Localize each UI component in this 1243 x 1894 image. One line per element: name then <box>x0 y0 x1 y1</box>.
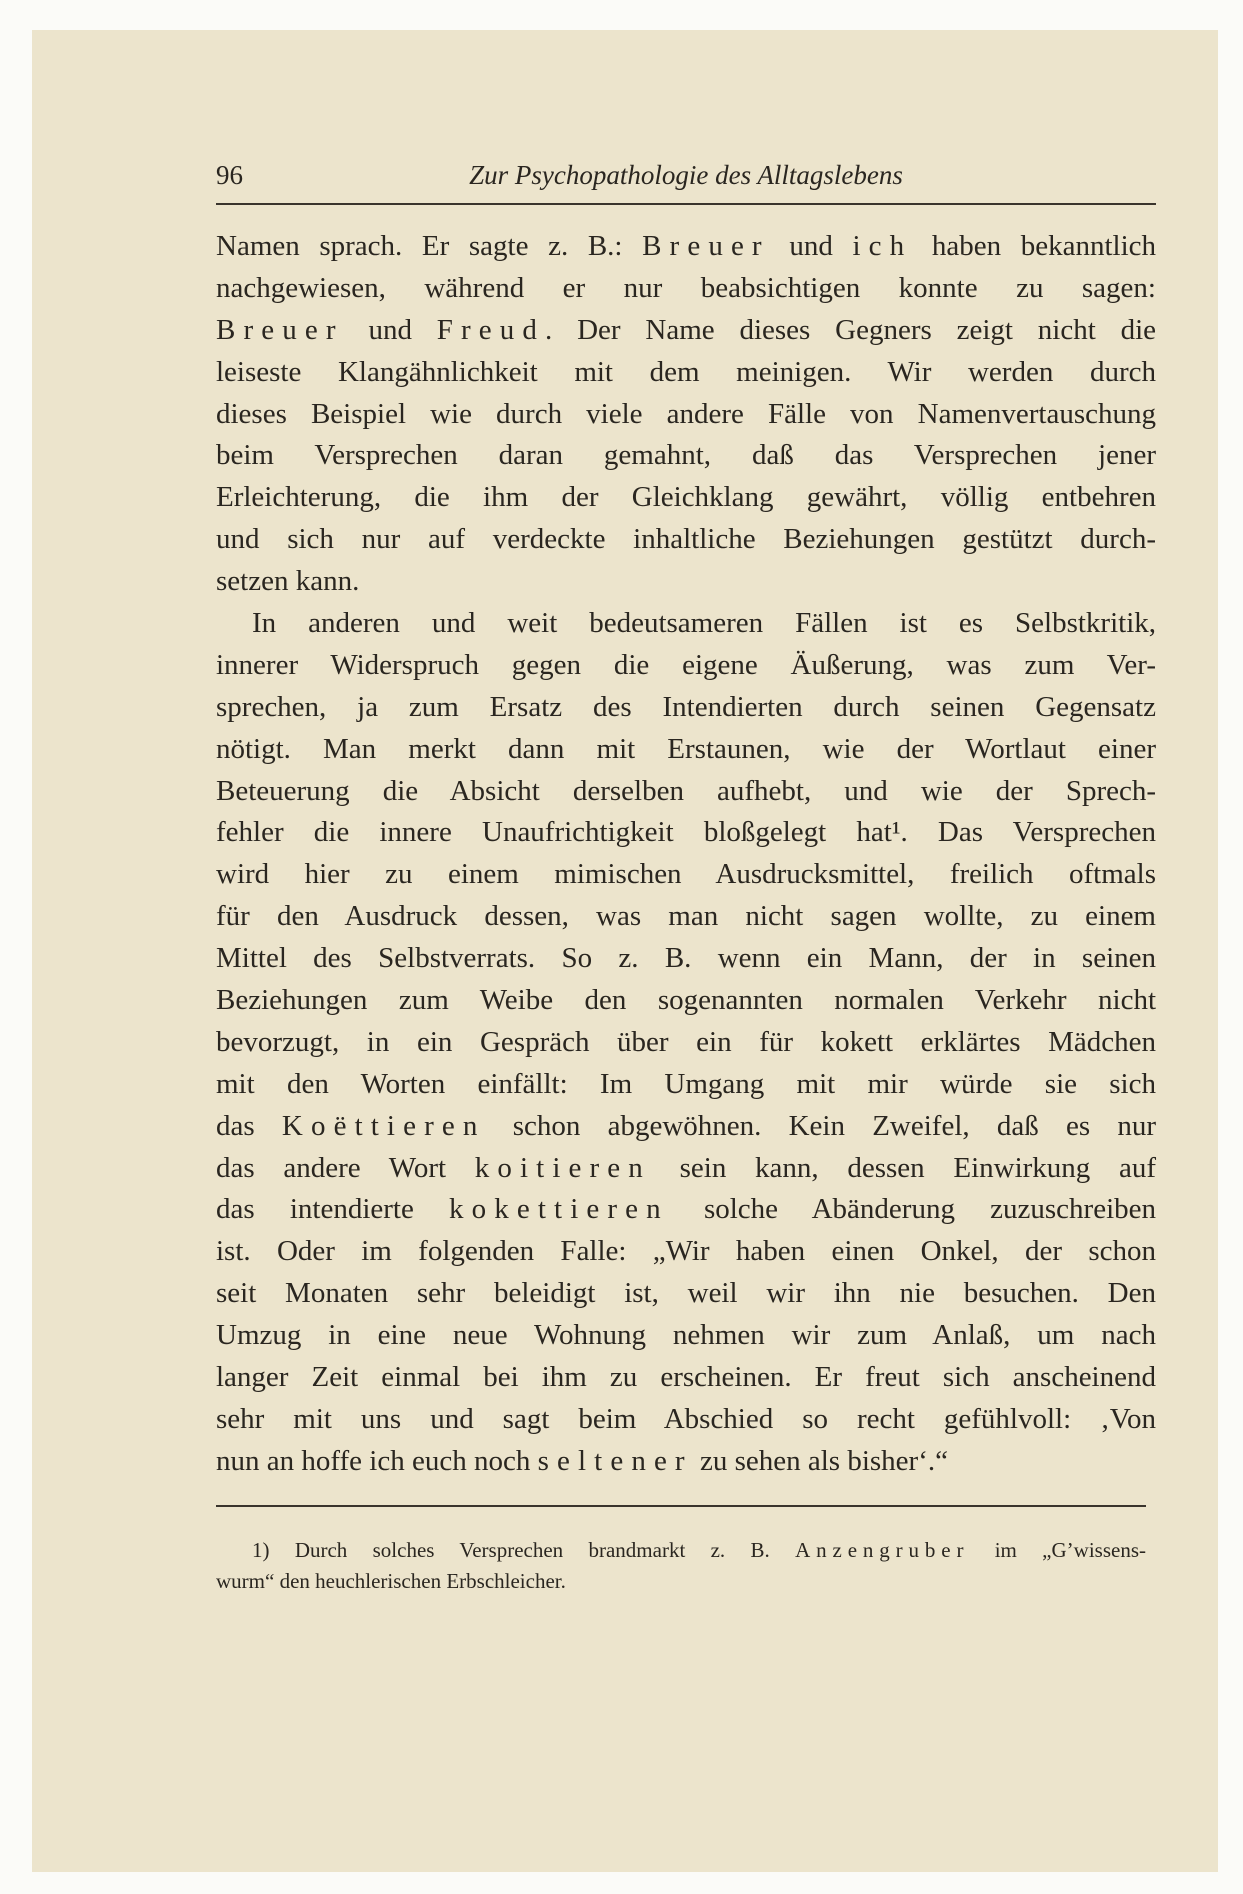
text-segment: Erleichterung, die ihm der Gleichklang gewährt, völlig entbehren <box>216 481 1156 514</box>
text-line <box>216 896 1156 938</box>
spaced-emphasis: Anzengruber <box>795 1538 970 1562</box>
text-segment: sprechen, ja zum Ersatz des Intendierten durch seinen Gegensatz <box>216 690 1156 723</box>
text-segment: Umzug in eine neue Wohnung nehmen wir zum Anlaß, um nach <box>216 1319 1156 1352</box>
text-segment: beim Versprechen daran gemahnt, daß das Versprechen jener <box>216 439 1156 472</box>
page-number: 96 <box>216 160 243 190</box>
header-rule <box>216 203 1156 205</box>
spaced-emphasis: ich <box>852 230 913 262</box>
text-line <box>216 519 1156 561</box>
text-line <box>216 268 1156 310</box>
text-segment: solche Abänderung zuzuschreiben <box>668 1193 1156 1226</box>
text-line <box>216 687 1156 729</box>
spaced-emphasis: Breuer <box>216 313 344 346</box>
text-segment: im „G’wissens- <box>969 1538 1146 1562</box>
text-line <box>216 938 1156 980</box>
text-segment: haben bekanntlich <box>912 230 1157 262</box>
text-segment: dieses Beispiel wie durch viele andere Fälle von Namenvertauschung <box>216 397 1156 430</box>
text-line <box>216 310 1156 352</box>
spaced-emphasis: koitieren <box>474 1151 651 1184</box>
text-segment: . Der Name dieses Gegners zeigt nicht die <box>545 313 1156 346</box>
text-segment: innerer Widerspruch gegen die eigene Äußerung, was zum Ver- <box>216 648 1156 681</box>
text-line <box>216 1273 1156 1315</box>
text-line <box>216 1535 1146 1566</box>
text-segment: Mittel des Selbstverrats. So z. B. wenn ein Mann, der in seinen <box>216 942 1156 975</box>
running-header <box>216 160 1156 196</box>
text-segment: und <box>343 313 437 346</box>
text-line <box>216 1106 1156 1148</box>
text-line <box>216 352 1156 394</box>
text-segment: das <box>216 1109 282 1142</box>
text-segment: schon abgewöhnen. Kein Zweifel, daß es nur <box>485 1109 1156 1142</box>
text-segment: und <box>769 230 853 262</box>
text-line <box>216 980 1156 1022</box>
text-segment: langer Zeit einmal bei ihm zu erscheinen. Er freut sich anscheinend <box>216 1361 1156 1394</box>
text-segment: das intendierte <box>216 1193 450 1226</box>
text-line <box>216 1357 1156 1399</box>
running-title: Zur Psychopathologie des Alltagslebens <box>469 160 903 190</box>
footnote-rule <box>216 1505 1146 1507</box>
text-line <box>216 729 1156 771</box>
text-segment: Beteuerung die Absicht derselben aufhebt, und wie der Sprech- <box>216 774 1156 807</box>
text-segment: fehler die innere Unaufrichtigkeit bloßgelegt hat¹. Das Versprechen <box>216 816 1156 849</box>
spaced-emphasis: Koëttieren <box>281 1109 486 1142</box>
text-line <box>216 1064 1156 1106</box>
text-segment: setzen kann. <box>216 565 360 598</box>
text-segment: nachgewiesen, während er nur beabsichtigen konnte zu sagen: <box>216 271 1156 304</box>
text-line <box>216 645 1156 687</box>
text-line <box>216 1399 1156 1441</box>
text-segment: 1) Durch solches Versprechen brandmarkt z. B. <box>252 1538 796 1562</box>
text-line <box>216 1148 1156 1190</box>
text-line <box>216 812 1156 854</box>
text-line <box>216 854 1156 896</box>
text-line <box>216 1315 1156 1357</box>
text-segment: zu sehen als bisher‘.“ <box>692 1444 948 1477</box>
text-segment: Beziehungen zum Weibe den sogenannten normalen Verkehr nicht <box>216 984 1156 1017</box>
text-segment: wurm“ den heuchlerischen Erbschleicher. <box>216 1569 566 1593</box>
spaced-emphasis: seltener <box>537 1444 693 1477</box>
text-segment: mit den Worten einfällt: Im Umgang mit mir würde sie sich <box>216 1067 1156 1100</box>
text-segment: wird hier zu einem mimischen Ausdrucksmittel, freilich oftmals <box>216 858 1156 891</box>
text-line <box>216 1231 1156 1273</box>
text-segment: sein kann, dessen Einwirkung auf <box>650 1151 1157 1184</box>
text-line <box>216 394 1156 436</box>
text-line <box>216 226 1156 268</box>
footnote <box>216 1535 1146 1597</box>
text-segment: leiseste Klangähnlichkeit mit dem meinigen. Wir werden durch <box>216 355 1156 388</box>
text-line <box>216 603 1156 645</box>
body-text <box>216 226 1156 1483</box>
text-segment: Namen sprach. Er sagte z. B.: <box>216 230 643 262</box>
text-line <box>216 1189 1156 1231</box>
spaced-emphasis: kokettieren <box>449 1193 669 1226</box>
text-segment: In anderen und weit bedeutsameren Fällen ist es Selbstkritik, <box>252 607 1156 640</box>
text-segment: ist. Oder im folgenden Falle: „Wir haben einen Onkel, der schon <box>216 1235 1156 1268</box>
text-segment: nötigt. Man merkt dann mit Erstaunen, wie der Wortlaut einer <box>216 732 1156 765</box>
text-segment: nun an hoffe ich euch noch <box>216 1444 538 1477</box>
text-segment: für den Ausdruck dessen, was man nicht sagen wollte, zu einem <box>216 900 1156 933</box>
text-line <box>216 771 1156 813</box>
text-line <box>216 1022 1156 1064</box>
text-line <box>216 435 1156 477</box>
text-segment: und sich nur auf verdeckte inhaltliche Beziehungen gestützt durch- <box>216 523 1156 556</box>
text-segment: bevorzugt, in ein Gespräch über ein für kokett erklärtes Mädchen <box>216 1025 1156 1058</box>
spaced-emphasis: Freud <box>436 313 546 346</box>
text-segment: seit Monaten sehr beleidigt ist, weil wir ihn nie besuchen. Den <box>216 1277 1156 1310</box>
text-segment: sehr mit uns und sagt beim Abschied so recht gefühlvoll: ‚Von <box>216 1402 1156 1435</box>
text-line <box>216 477 1156 519</box>
spaced-emphasis: Breuer <box>642 230 770 262</box>
text-line <box>216 1441 1156 1483</box>
text-line <box>216 1566 1146 1597</box>
text-segment: das andere Wort <box>216 1151 475 1184</box>
text-line <box>216 561 1156 603</box>
